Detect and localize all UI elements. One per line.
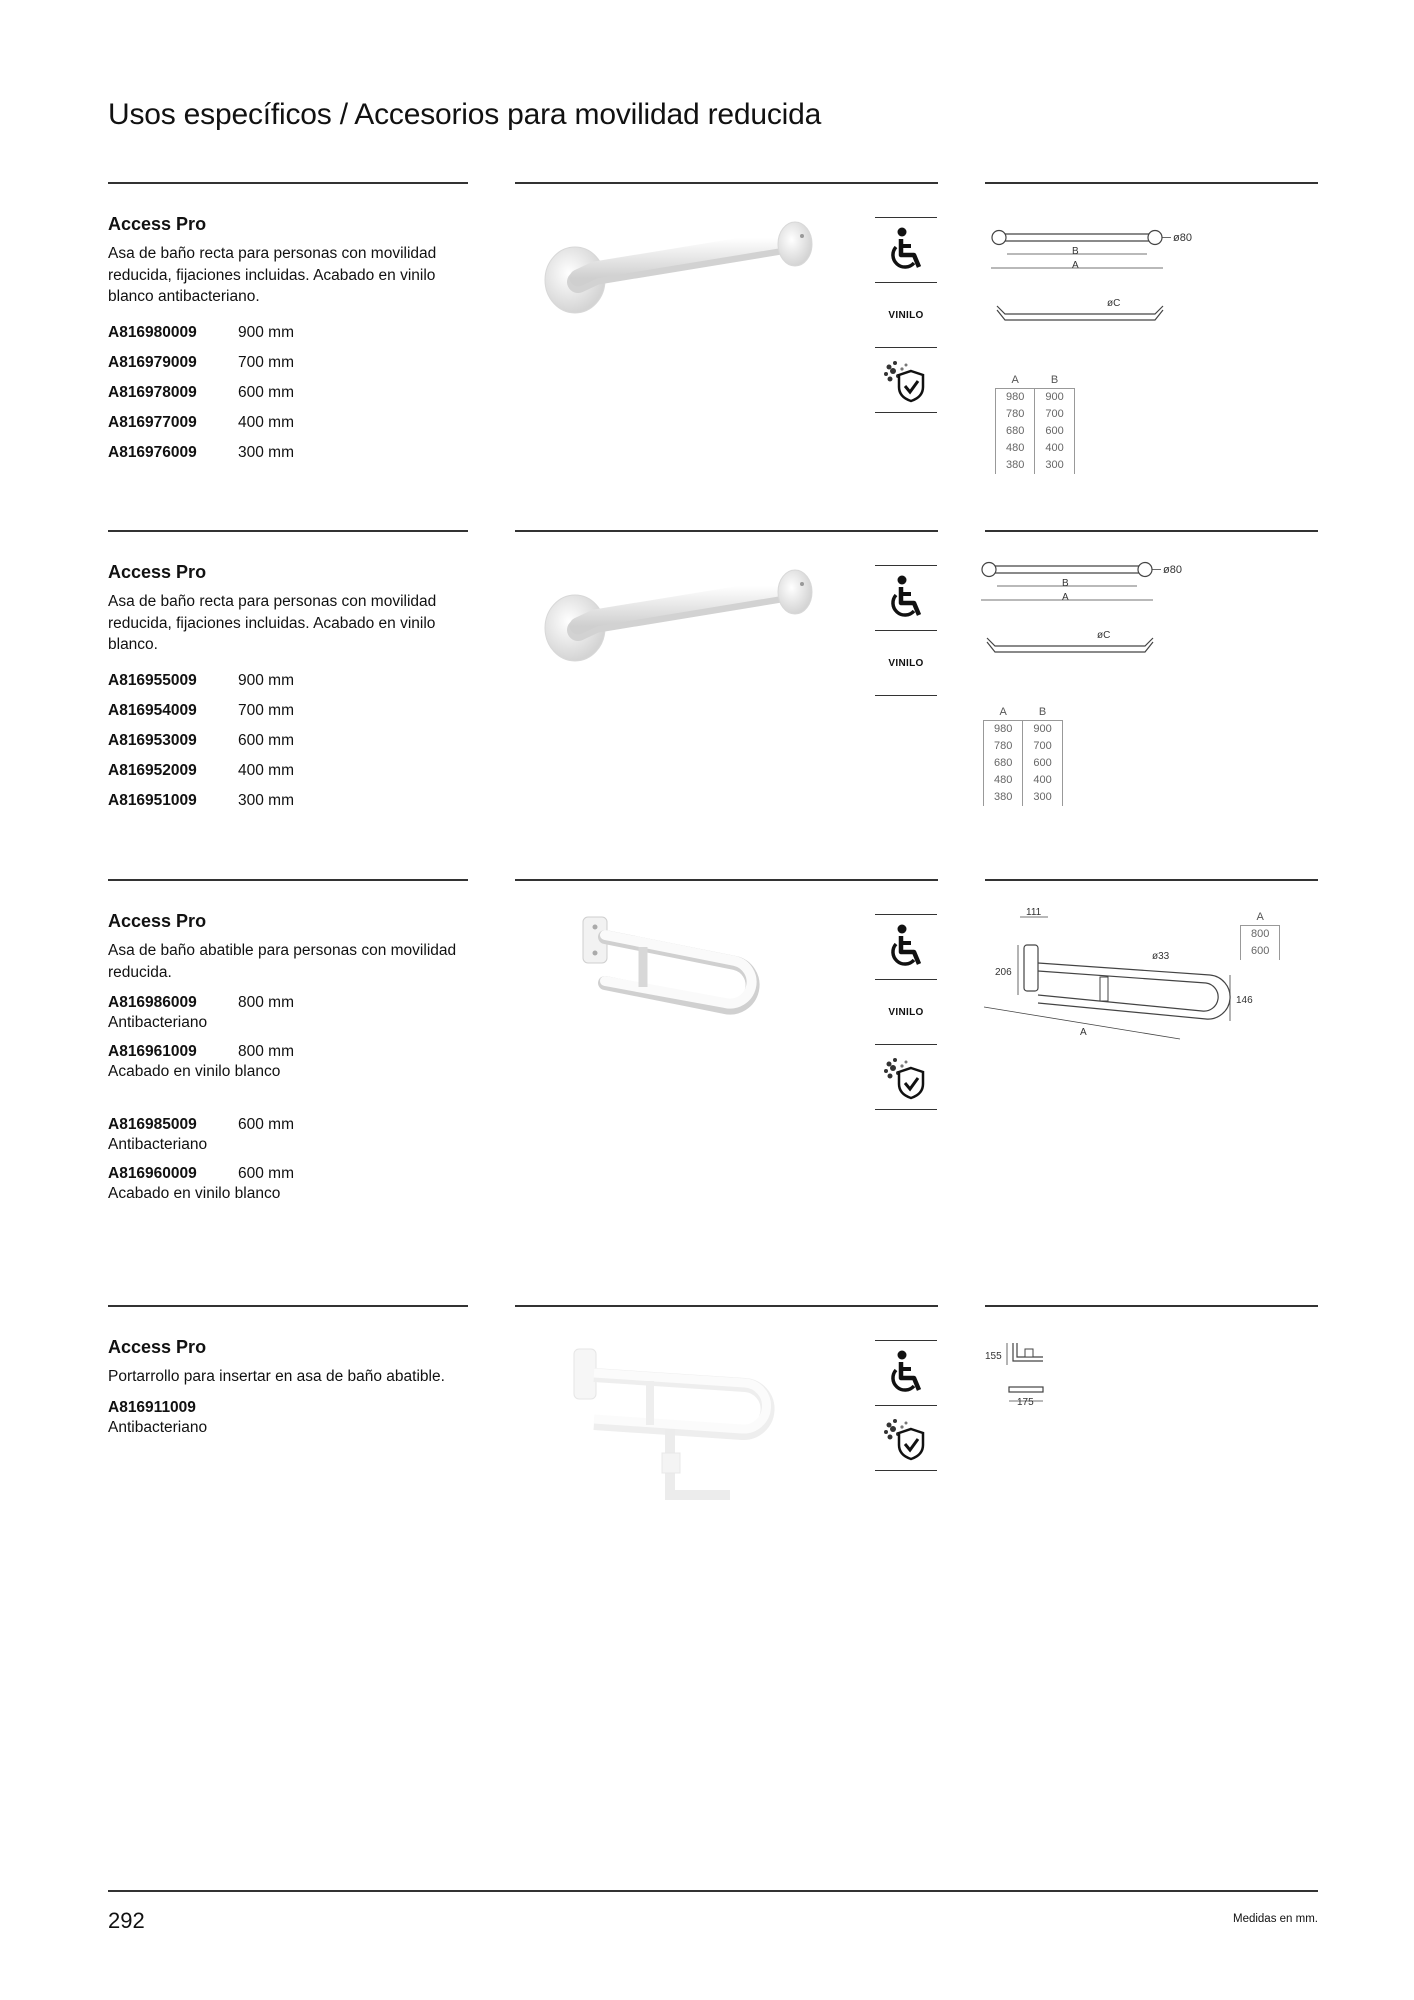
dimension-label: ø80 [1163, 564, 1182, 576]
table-header: A [999, 706, 1007, 718]
code-row [108, 348, 468, 378]
page-number: 292 [108, 1908, 145, 1933]
product-size: 700 mm [238, 353, 294, 371]
vinilo-label: VINILO [888, 657, 924, 669]
dimension-label: 175 [1017, 1397, 1034, 1408]
table-cell: 900 [1023, 721, 1062, 739]
wheelchair-icon [886, 575, 926, 621]
product-finish: Antibacteriano [108, 1014, 208, 1031]
code-row [108, 756, 468, 786]
dimension-label: A [1062, 592, 1069, 603]
folding-grab-bar-image [575, 913, 795, 1043]
product-size: 600 mm [238, 731, 294, 749]
icon-cell [875, 217, 937, 283]
product-size: 900 mm [238, 671, 294, 689]
product-info [108, 214, 468, 468]
product-code: A816961009 [108, 1043, 197, 1060]
dimension-table [995, 374, 1075, 474]
icon-cell [875, 631, 937, 696]
table-cell: 600 [1241, 943, 1280, 960]
divider [515, 879, 938, 881]
product-size: 400 mm [238, 413, 294, 431]
table-cell: 700 [1035, 406, 1074, 423]
product-finish: Acabado en vinilo blanco [108, 1185, 281, 1202]
code-row [108, 786, 468, 816]
product-name: Access Pro [108, 562, 207, 582]
icon-cell [875, 980, 937, 1045]
product-code: A816979009 [108, 353, 197, 371]
table-header: B [1050, 374, 1059, 386]
divider [515, 182, 938, 184]
straight-grab-bar-image [540, 222, 830, 332]
product-code: A816960009 [108, 1165, 197, 1182]
table-cell: 600 [1035, 423, 1074, 440]
product-size: 600 mm [238, 383, 294, 401]
product-section-2 [0, 530, 1414, 830]
footer-divider [108, 1890, 1318, 1892]
antibacterial-shield-icon [881, 357, 931, 403]
product-finish: Antibacteriano [108, 1418, 208, 1436]
dimension-label: A [1072, 260, 1079, 271]
dimension-label: øC [1097, 630, 1111, 641]
dimension-label: A [1080, 1027, 1087, 1038]
table-header: B [1038, 706, 1047, 718]
feature-icons [875, 914, 937, 1110]
product-size: 300 mm [238, 791, 294, 809]
icon-cell [875, 1045, 937, 1110]
table-cell: 600 [1023, 755, 1062, 772]
product-description: Asa de baño recta para personas con movilidad reducida, fijaciones incluidas. Acabado en vinilo blanco antibacteriano. [108, 245, 437, 305]
table-cell: 680 [984, 755, 1023, 772]
icon-cell [875, 1406, 937, 1471]
feature-icons [875, 565, 937, 696]
product-code: A816951009 [108, 791, 197, 809]
product-section-1 [0, 182, 1414, 502]
product-section-3 [0, 879, 1414, 1279]
product-finish: Antibacteriano [108, 1136, 208, 1153]
divider [108, 879, 468, 881]
table-header: A [1256, 911, 1264, 923]
table-cell: 300 [1035, 457, 1074, 474]
table-cell: 380 [996, 457, 1035, 474]
divider [985, 530, 1318, 532]
product-size: 700 mm [238, 701, 294, 719]
product-description: Asa de baño abatible para personas con movilidad reducida. [108, 942, 457, 981]
technical-drawing [975, 560, 1205, 680]
product-section-4 [0, 1305, 1414, 1565]
divider [515, 530, 938, 532]
table-cell: 980 [984, 721, 1023, 739]
technical-drawing [980, 907, 1280, 1063]
product-variant [108, 1164, 468, 1203]
toilet-roll-holder-image [570, 1345, 800, 1535]
product-size: 300 mm [238, 443, 294, 461]
table-cell: 400 [1035, 440, 1074, 457]
antibacterial-shield-icon [881, 1415, 931, 1461]
product-code: A816952009 [108, 761, 197, 779]
code-row [108, 378, 468, 408]
icon-cell [875, 1340, 937, 1406]
product-info [108, 1337, 468, 1447]
wheelchair-icon [886, 1350, 926, 1396]
product-variant [108, 1398, 468, 1437]
product-info [108, 562, 468, 816]
product-code: A816978009 [108, 383, 197, 401]
code-row [108, 408, 468, 438]
technical-drawing [985, 1335, 1085, 1415]
product-code: A816953009 [108, 731, 197, 749]
product-name: Access Pro [108, 911, 207, 931]
product-code: A816954009 [108, 701, 197, 719]
straight-grab-bar-image [540, 570, 830, 680]
product-variant [108, 1115, 468, 1154]
table-cell: 480 [984, 772, 1023, 789]
table-cell: 780 [996, 406, 1035, 423]
code-row [108, 438, 468, 468]
technical-drawing [985, 228, 1215, 348]
dimension-table [983, 706, 1063, 806]
code-row [108, 318, 468, 348]
product-finish: Acabado en vinilo blanco [108, 1063, 281, 1080]
product-code: A816911009 [108, 1398, 196, 1416]
product-name: Access Pro [108, 214, 207, 234]
divider [985, 1305, 1318, 1307]
product-description: Asa de baño recta para personas con movilidad reducida, fijaciones incluidas. Acabado en vinilo blanco. [108, 593, 437, 653]
antibacterial-shield-icon [881, 1054, 931, 1100]
dimension-label: B [1072, 246, 1079, 257]
page-title: Usos específicos / Accesorios para movilidad reducida [108, 98, 822, 131]
product-variant [108, 1042, 468, 1081]
icon-cell [875, 565, 937, 631]
code-row [108, 666, 468, 696]
product-code: A816977009 [108, 413, 197, 431]
table-cell: 980 [996, 389, 1035, 407]
product-size: 900 mm [238, 323, 294, 341]
table-cell: 780 [984, 738, 1023, 755]
dimension-table [1240, 911, 1280, 960]
table-cell: 900 [1035, 389, 1074, 407]
product-code: A816980009 [108, 323, 197, 341]
product-code: A816985009 [108, 1116, 197, 1133]
table-cell: 400 [1023, 772, 1062, 789]
vinilo-label: VINILO [888, 309, 924, 321]
product-code: A816976009 [108, 443, 197, 461]
icon-cell [875, 348, 937, 413]
table-header: A [1011, 374, 1019, 386]
product-code: A816986009 [108, 994, 197, 1011]
feature-icons [875, 217, 937, 413]
divider [108, 530, 468, 532]
dimension-label: 111 [1026, 907, 1042, 918]
dimension-label: 146 [1236, 995, 1253, 1006]
dimension-label: ø33 [1152, 951, 1170, 962]
footnote: Medidas en mm. [1232, 1913, 1318, 1925]
product-size: 600 mm [238, 1116, 294, 1133]
product-size: 800 mm [238, 994, 294, 1011]
divider [985, 182, 1318, 184]
product-description: Portarrollo para insertar en asa de baño abatible. [108, 1368, 445, 1385]
divider [108, 1305, 468, 1307]
product-variant [108, 993, 468, 1032]
table-cell: 680 [996, 423, 1035, 440]
code-row [108, 696, 468, 726]
dimension-label: B [1062, 578, 1069, 589]
dimension-label: øC [1107, 298, 1121, 309]
dimension-label: ø80 [1173, 232, 1192, 244]
icon-cell [875, 283, 937, 348]
divider [985, 879, 1318, 881]
table-cell: 300 [1023, 789, 1062, 806]
table-cell: 380 [984, 789, 1023, 806]
icon-cell [875, 914, 937, 980]
table-cell: 800 [1241, 926, 1280, 944]
product-info [108, 911, 468, 1213]
wheelchair-icon [886, 227, 926, 273]
dimension-label: 155 [985, 1351, 1002, 1362]
divider [108, 182, 468, 184]
vinilo-label: VINILO [888, 1006, 924, 1018]
divider [515, 1305, 938, 1307]
product-size: 400 mm [238, 761, 294, 779]
table-cell: 700 [1023, 738, 1062, 755]
dimension-label: 206 [995, 967, 1012, 978]
code-row [108, 726, 468, 756]
product-size: 800 mm [238, 1043, 294, 1060]
wheelchair-icon [886, 924, 926, 970]
product-name: Access Pro [108, 1337, 207, 1357]
product-size: 600 mm [238, 1165, 294, 1182]
product-code: A816955009 [108, 671, 197, 689]
table-cell: 480 [996, 440, 1035, 457]
feature-icons [875, 1340, 937, 1471]
